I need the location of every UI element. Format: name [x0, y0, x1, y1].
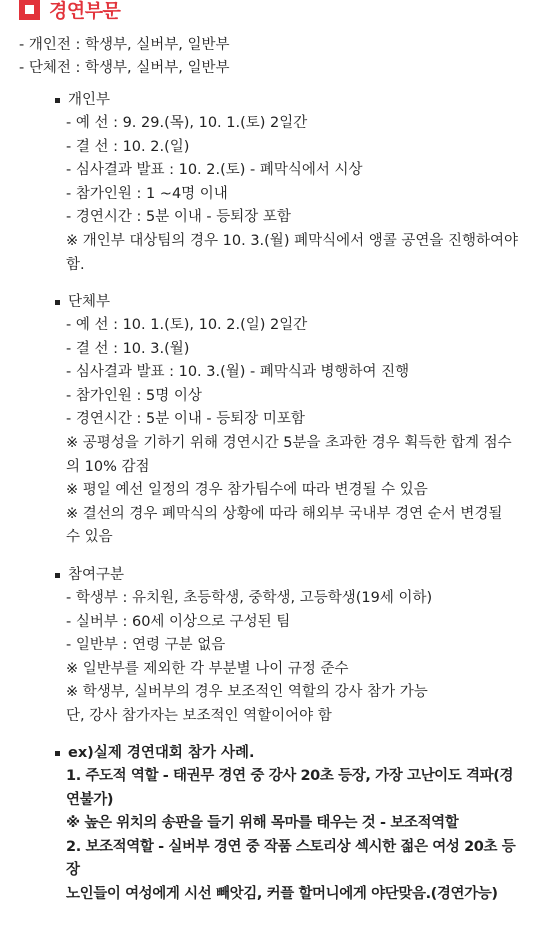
schedule-line: - 예 선 : 9. 29.(목), 10. 1.(토) 2일간 [66, 115, 308, 131]
section-examples [53, 741, 533, 907]
square-bullet-icon [55, 573, 60, 578]
square-marker-icon [19, 0, 40, 20]
example-text: 1. 주도적 역할 - 태권무 경연 중 강사 20초 등장, 가장 고난이도 격파(경연불가) [66, 768, 514, 808]
note-text: ※ 개인부 대상팀의 경우 10. 3.(월) 폐막식에서 앵콜 공연을 진행하여야 함. [66, 232, 519, 273]
section-participation [53, 563, 533, 729]
schedule-line: - 심사결과 발표 : 10. 2.(토) - 폐막식에서 시상 [66, 162, 363, 179]
note-text: ※ 평일 예선 일정의 경우 참가팀수에 따라 변경될 수 있음 [66, 482, 428, 499]
section-title [19, 0, 120, 22]
note-text: ※ 공평성을 기하기 위해 경연시간 5분을 초과한 경우 획득한 합계 점수의 10% 감점 [66, 434, 512, 475]
schedule-line: - 예 선 : 10. 1.(토), 10. 2.(일) 2일간 [66, 317, 308, 333]
category-line-group: - 단체전 : 학생부, 실버부, 일반부 [19, 60, 230, 76]
participation-line: - 실버부 : 60세 이상으로 구성된 팀 [66, 613, 291, 630]
participation-line: ※ 학생부, 실버부의 경우 보조적인 역할의 강사 참가 가능 [66, 684, 428, 701]
example-text: ※ 높은 위치의 송판을 들기 위해 목마를 태우는 것 - 보조적역할 [66, 815, 459, 832]
schedule-line: - 결 선 : 10. 3.(월) [66, 340, 190, 357]
square-bullet-icon [55, 98, 60, 103]
participation-line: - 학생부 : 유치원, 초등학생, 중학생, 고등학생(19세 이하) [66, 590, 433, 606]
section-heading: 개인부 [53, 88, 533, 112]
square-bullet-icon [55, 300, 60, 305]
example-text: 노인들이 여성에게 시선 빼앗김, 커플 할머니에게 야단맞음.(경연가능) [66, 885, 498, 902]
schedule-line: - 경연시간 : 5분 이내 - 등퇴장 포함 [66, 209, 291, 226]
schedule-line: - 경연시간 : 5분 이내 - 등퇴장 미포함 [66, 411, 305, 428]
page-title: 경연부문 [49, 0, 121, 22]
schedule-line: - 결 선 : 10. 2.(일) [66, 138, 190, 155]
section-individual [53, 88, 533, 277]
category-line-individual: - 개인전 : 학생부, 실버부, 일반부 [19, 37, 230, 53]
section-heading: 단체부 [53, 290, 533, 314]
participation-line: - 일반부 : 연령 구분 없음 [66, 637, 226, 654]
schedule-line: - 심사결과 발표 : 10. 3.(월) - 폐막식과 병행하여 진행 [66, 364, 410, 381]
participation-line: ※ 일반부를 제외한 각 부분별 나이 규정 준수 [66, 660, 349, 677]
participation-line: 단, 강사 참가자는 보조적인 역할이어야 함 [66, 707, 332, 724]
section-heading: 참여구분 [53, 563, 533, 587]
note-text: ※ 결선의 경우 폐막식의 상황에 따라 해외부 국내부 경연 순서 변경될 수 있음 [66, 505, 503, 546]
schedule-line: - 참가인원 : 5명 이상 [66, 387, 202, 404]
section-heading: ex)실제 경연대회 참가 사례. [53, 741, 533, 765]
schedule-line: - 참가인원 : 1 ~4명 이내 [66, 185, 228, 202]
square-bullet-icon [55, 751, 60, 756]
example-text: 2. 보조적역할 - 실버부 경연 중 작품 스토리상 섹시한 젊은 여성 20초 등장 [66, 838, 516, 879]
section-group [53, 290, 533, 550]
